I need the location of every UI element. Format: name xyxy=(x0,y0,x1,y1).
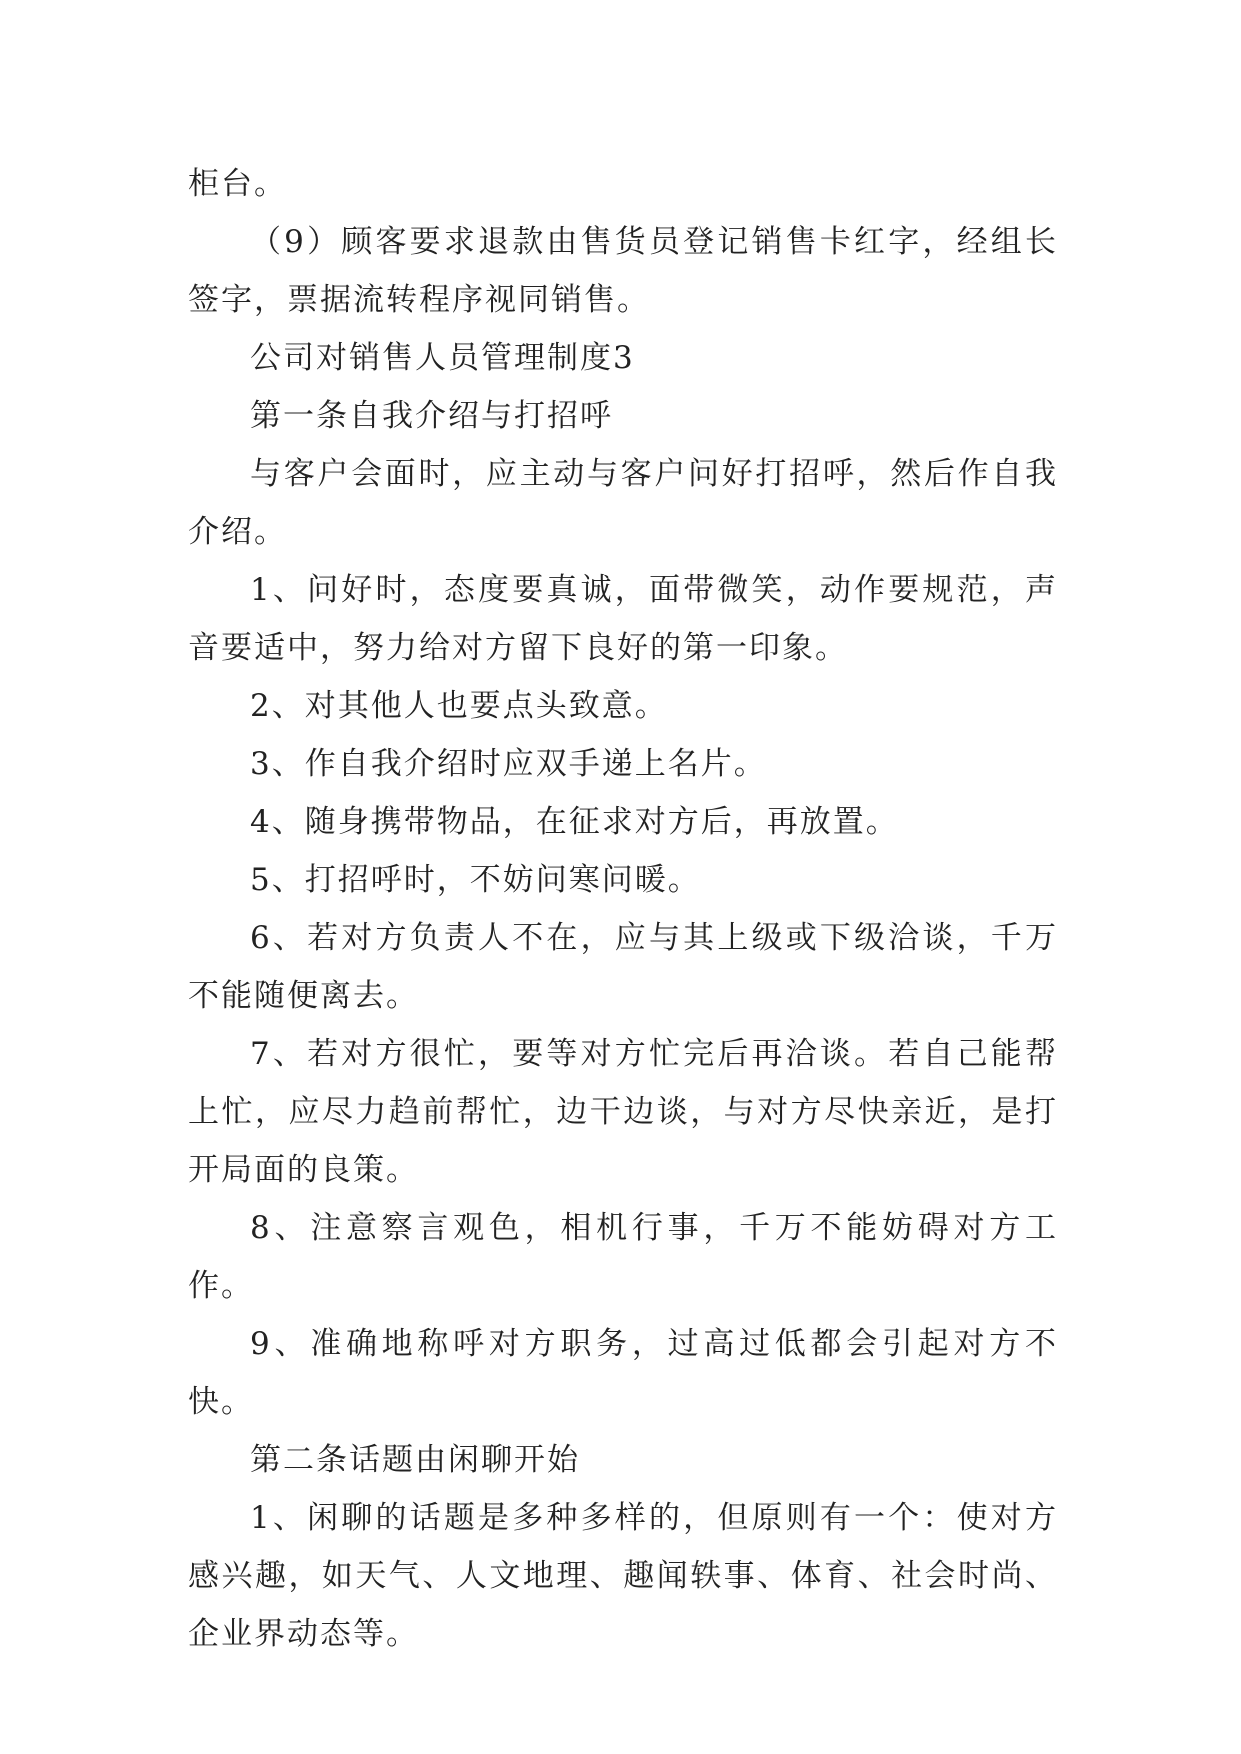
paragraph-refund-rule: （9）顾客要求退款由售货员登记销售卡红字，经组长签字，票据流转程序视同销售。 xyxy=(188,224,1058,318)
list-item-1: 1、问好时，态度要真诚，面带微笑，动作要规范，声音要适中，努力给对方留下良好的第一印象。 xyxy=(188,572,1058,666)
list-item-chat-1: 1、闲聊的话题是多种多样的，但原则有一个：使对方感兴趣，如天气、人文地理、趣闻轶事、体育、社会时尚、企业界动态等。 xyxy=(188,1500,1058,1652)
document-body xyxy=(188,155,1058,1663)
list-item-6: 6、若对方负责人不在，应与其上级或下级洽谈，千万不能随便离去。 xyxy=(188,920,1058,1014)
list-item-3: 3、作自我介绍时应双手递上名片。 xyxy=(250,746,767,782)
article-heading-1: 第一条自我介绍与打招呼 xyxy=(250,398,613,434)
list-item-4: 4、随身携带物品，在征求对方后，再放置。 xyxy=(250,804,899,840)
list-item-2: 2、对其他人也要点头致意。 xyxy=(250,688,668,724)
list-item-9: 9、准确地称呼对方职务，过高过低都会引起对方不快。 xyxy=(188,1326,1058,1420)
list-item-7: 7、若对方很忙，要等对方忙完后再洽谈。若自己能帮上忙，应尽力趋前帮忙，边干边谈，与对方尽快亲近，是打开局面的良策。 xyxy=(188,1036,1058,1188)
paragraph-continuation: 柜台。 xyxy=(188,166,287,202)
list-item-5: 5、打招呼时，不妨问寒问暖。 xyxy=(250,862,701,898)
article-heading-2: 第二条话题由闲聊开始 xyxy=(250,1442,580,1478)
paragraph-intro: 与客户会面时，应主动与客户问好打招呼，然后作自我介绍。 xyxy=(188,456,1058,550)
section-title: 公司对销售人员管理制度3 xyxy=(250,340,635,376)
list-item-8: 8、注意察言观色，相机行事，千万不能妨碍对方工作。 xyxy=(188,1210,1058,1304)
